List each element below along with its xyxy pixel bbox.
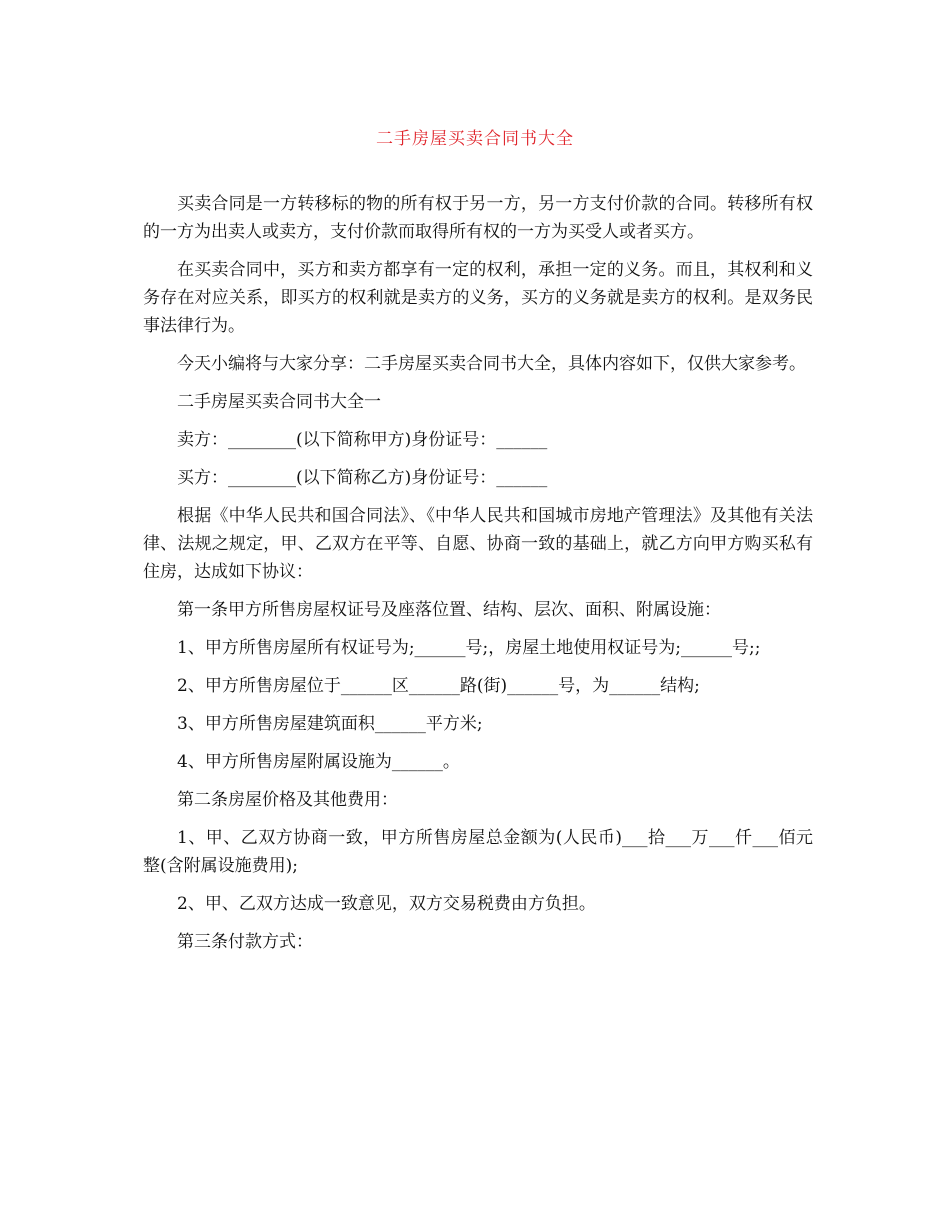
seller-line: 卖方：________(以下简称甲方)身份证号：______ xyxy=(177,430,548,450)
article-one-item-4: 4、甲方所售房屋附属设施为______。 xyxy=(177,752,460,772)
paragraph-intro-definition: 买卖合同是一方转移标的物的所有权于另一方，另一方支付价款的合同。转移所有权的一方为出卖人或卖方，支付价款而取得所有权的一方为买受人或者买方。 xyxy=(143,194,813,242)
section-heading-contract-one: 二手房屋买卖合同书大全一 xyxy=(177,392,381,412)
article-one-item-2: 2、甲方所售房屋位于______区______路(街)______号，为______结构; xyxy=(177,676,700,696)
paragraph-legal-basis: 根据《中华人民共和国合同法》、《中华人民共和国城市房地产管理法》及其他有关法律、法规之规定，甲、乙双方在平等、自愿、协商一致的基础上，就乙方向甲方购买私有住房，达成如下协议： xyxy=(143,506,813,582)
article-three-heading: 第三条付款方式： xyxy=(177,932,313,952)
article-one-item-1: 1、甲方所售房屋所有权证号为;______号;，房屋土地使用权证号为;______号;; xyxy=(177,638,761,658)
document-title: 二手房屋买卖合同书大全 xyxy=(376,129,574,149)
article-two-item-2: 2、甲、乙双方达成一致意见，双方交易税费由方负担。 xyxy=(177,894,596,914)
article-one-heading: 第一条甲方所售房屋权证号及座落位置、结构、层次、面积、附属设施： xyxy=(177,600,721,620)
buyer-line: 买方：________(以下简称乙方)身份证号：______ xyxy=(177,468,548,488)
paragraph-intro-rights: 在买卖合同中，买方和卖方都享有一定的权利，承担一定的义务。而且，其权利和义务存在对应关系，即买方的权利就是卖方的义务，买方的义务就是卖方的权利。是双务民事法律行为。 xyxy=(143,260,813,336)
paragraph-intro-share: 今天小编将与大家分享：二手房屋买卖合同书大全，具体内容如下，仅供大家参考。 xyxy=(177,354,806,374)
article-two-item-1: 1、甲、乙双方协商一致，甲方所售房屋总金额为(人民币)___拾___万___仟___佰元整(含附属设施费用); xyxy=(143,828,813,876)
article-one-item-3: 3、甲方所售房屋建筑面积______平方米; xyxy=(177,714,483,734)
article-two-heading: 第二条房屋价格及其他费用： xyxy=(177,790,398,810)
document-body xyxy=(143,190,813,966)
